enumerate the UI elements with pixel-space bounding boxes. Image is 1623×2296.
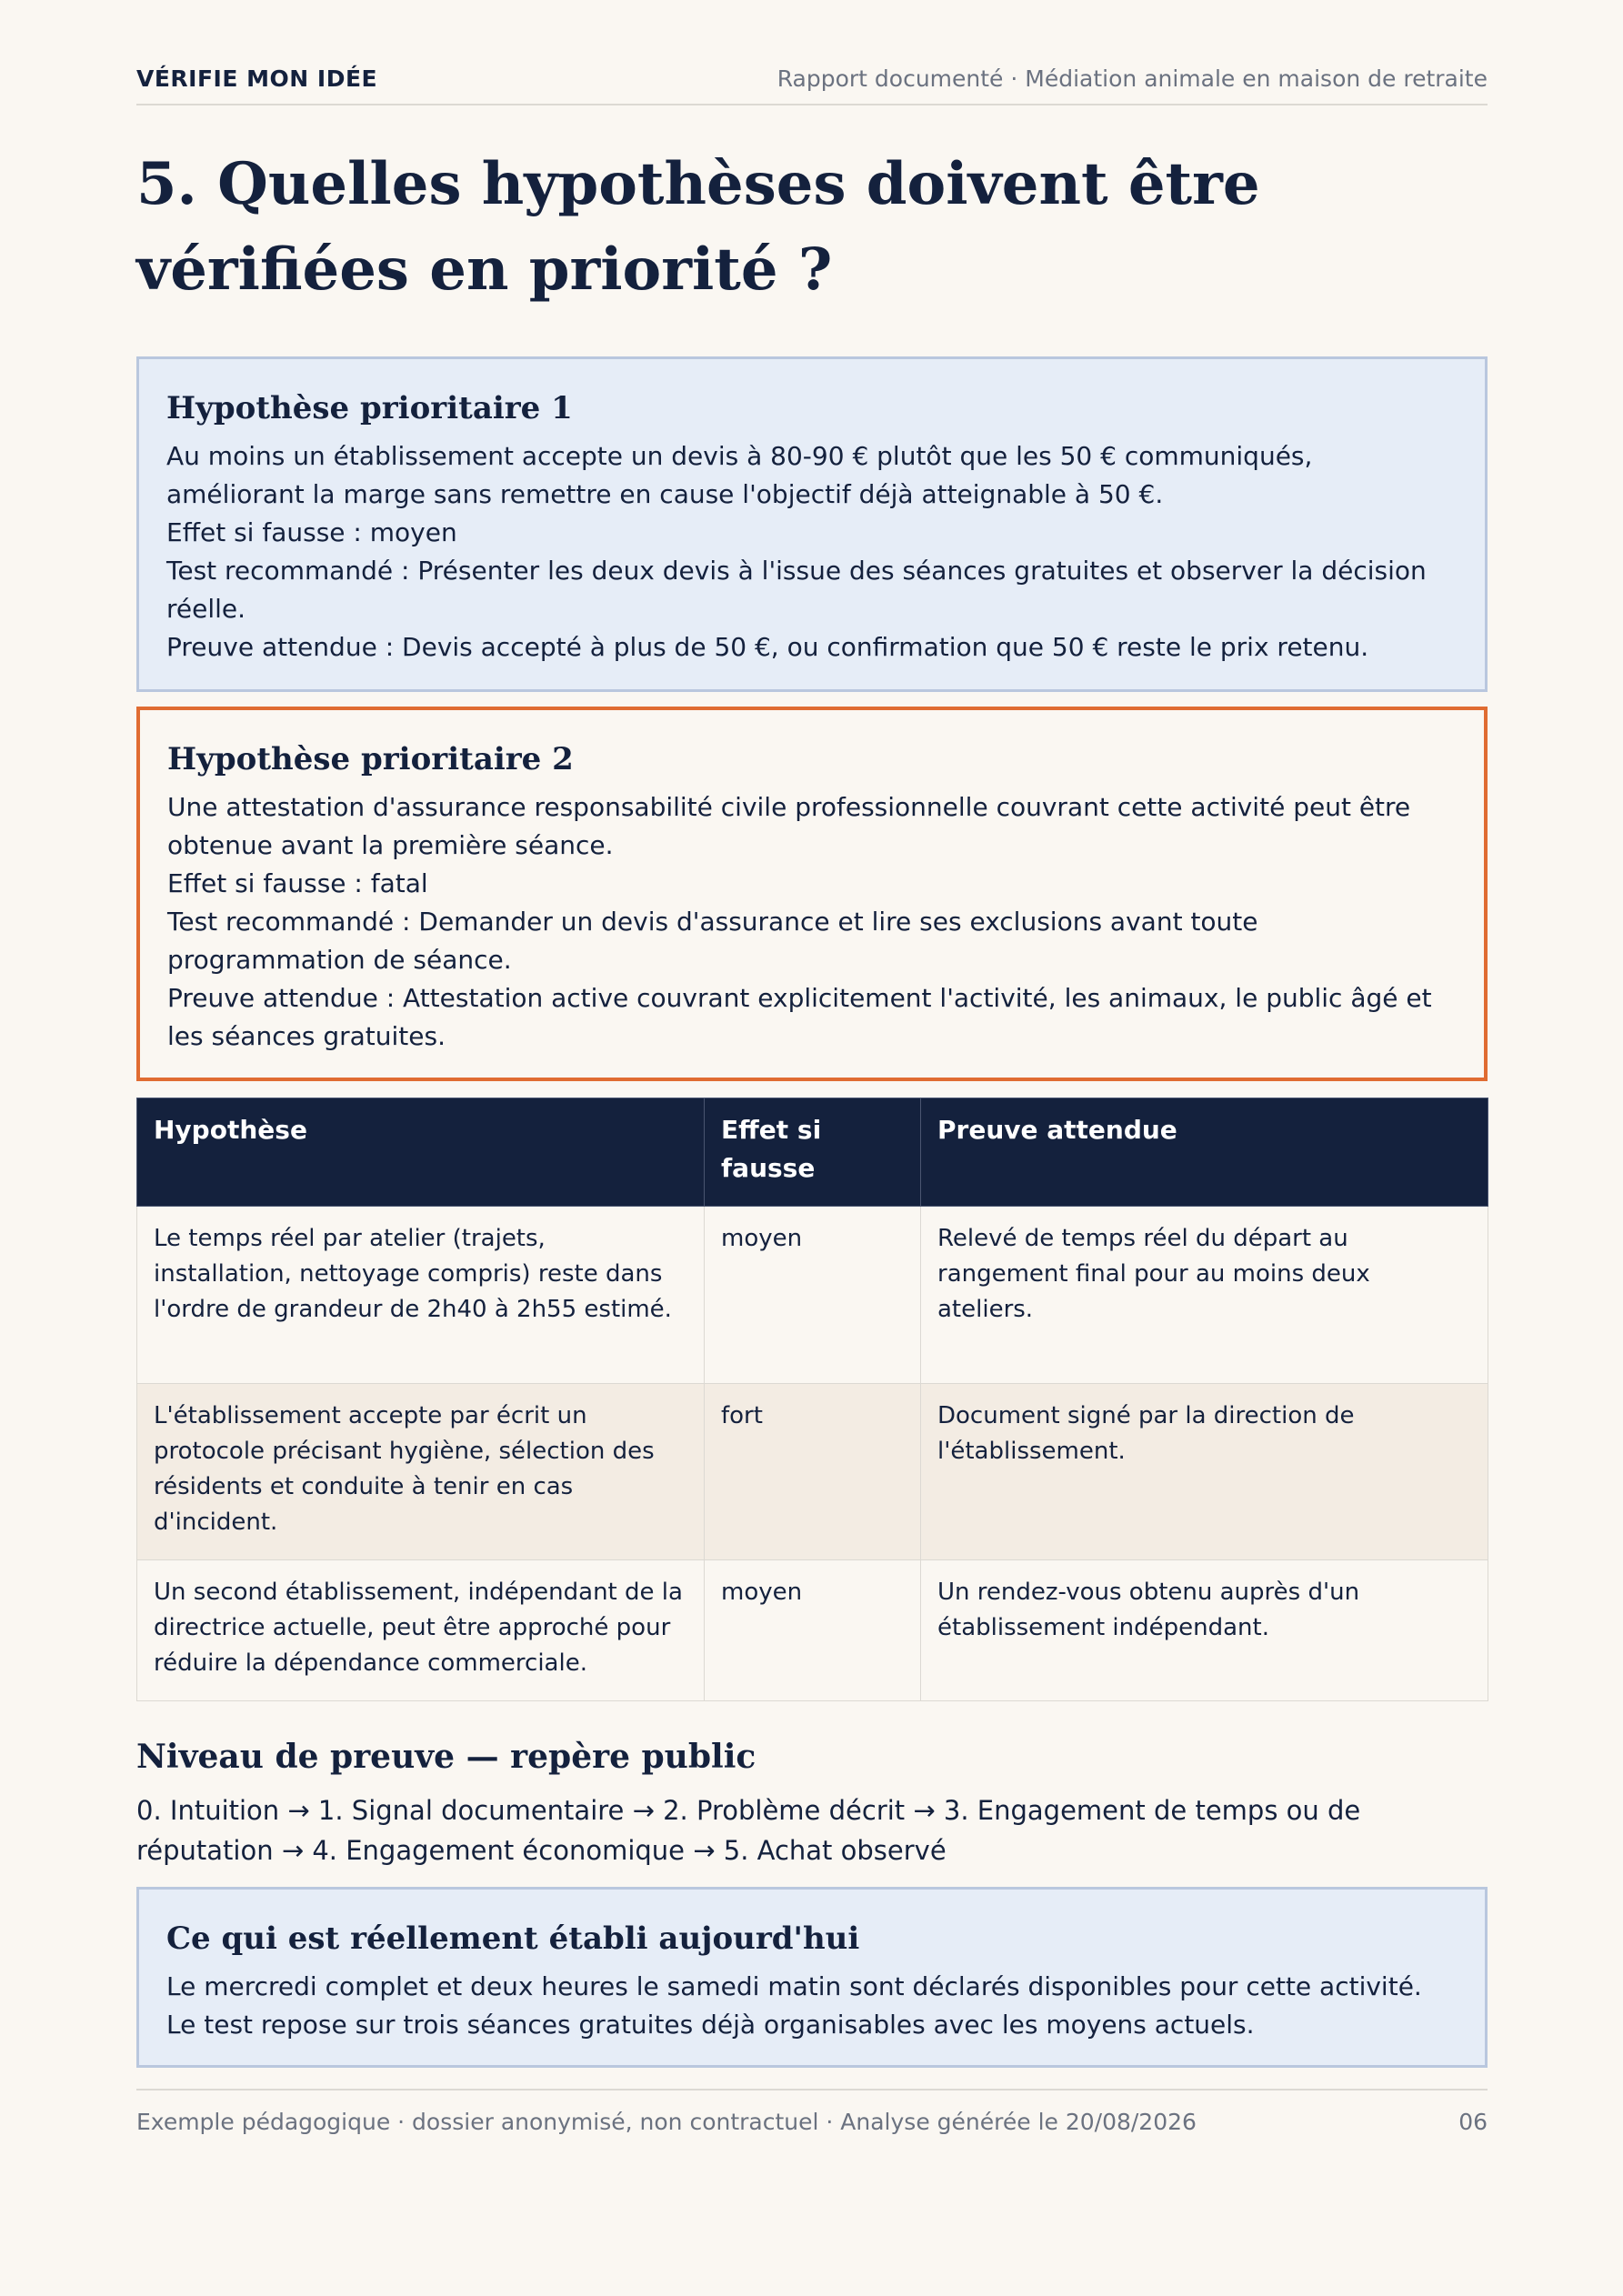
- table-cell-effect: moyen: [705, 1207, 921, 1384]
- priority-hypothesis-1-card: [136, 356, 1488, 692]
- hypothesis-1-effect: Effet si fausse : moyen: [166, 517, 457, 547]
- hypothesis-1-heading: Hypothèse prioritaire 1: [166, 390, 573, 426]
- table-header-row: [137, 1098, 1488, 1207]
- table-cell-proof: Un rendez-vous obtenu auprès d'un établissement indépendant.: [921, 1560, 1488, 1701]
- hypothesis-2-statement: Une attestation d'assurance responsabilité civile professionnelle couvrant cette activité peut être obtenue avant la première séance.: [167, 792, 1411, 860]
- established-line-1: Le mercredi complet et deux heures le samedi matin sont déclarés disponibles pour cette activité.: [166, 1971, 1422, 2001]
- hypothesis-2-effect: Effet si fausse : fatal: [167, 868, 428, 898]
- hypothesis-2-proof: Preuve attendue : Attestation active couvrant explicitement l'activité, les animaux, le public âgé et les séances gratuites.: [167, 983, 1432, 1051]
- report-page: [136, 0, 1488, 2135]
- table-cell-hypothesis: L'établissement accepte par écrit un protocole précisant hygiène, sélection des résidents et conduite à tenir en cas d'incident.: [137, 1384, 705, 1560]
- hypothesis-2-test: Test recommandé : Demander un devis d'assurance et lire ses exclusions avant toute programmation de séance.: [167, 907, 1258, 975]
- column-header-effect: Effet si fausse: [705, 1098, 921, 1207]
- column-header-hypothesis: Hypothèse: [137, 1098, 705, 1207]
- established-facts-card: [136, 1887, 1488, 2068]
- page-number: 06: [1458, 2109, 1488, 2135]
- established-line-2: Le test repose sur trois séances gratuites déjà organisables avec les moyens actuels.: [166, 2010, 1255, 2040]
- column-header-proof: Preuve attendue: [921, 1098, 1488, 1207]
- evidence-level-scale: 0. Intuition → 1. Signal documentaire → 2. Problème décrit → 3. Engagement de temps ou de réputation → 4. Engagement économique → 5. Achat observé: [136, 1795, 1361, 1866]
- page-footer: [136, 2089, 1488, 2135]
- table-row: [137, 1384, 1488, 1560]
- hypothesis-2-heading: Hypothèse prioritaire 2: [167, 741, 574, 777]
- table-row: [137, 1207, 1488, 1384]
- evidence-level-heading: Niveau de preuve — repère public: [136, 1738, 756, 1776]
- hypotheses-table: [136, 1098, 1488, 1701]
- table-cell-hypothesis: Le temps réel par atelier (trajets, installation, nettoyage compris) reste dans l'ordre de grandeur de 2h40 à 2h55 estimé.: [137, 1207, 705, 1384]
- hypothesis-1-test: Test recommandé : Présenter les deux devis à l'issue des séances gratuites et observer la décision réelle.: [166, 556, 1427, 624]
- table-cell-effect: moyen: [705, 1560, 921, 1701]
- hypothesis-1-statement: Au moins un établissement accepte un devis à 80-90 € plutôt que les 50 € communiqués, améliorant la marge sans remettre en cause l'objectif déjà atteignable à 50 €.: [166, 441, 1313, 509]
- page-header: [136, 0, 1488, 105]
- report-subtitle: Rapport documenté · Médiation animale en maison de retraite: [776, 65, 1488, 92]
- priority-hypothesis-2-card: [136, 707, 1488, 1081]
- table-row: [137, 1560, 1488, 1701]
- table-cell-proof: Document signé par la direction de l'établissement.: [921, 1384, 1488, 1560]
- hypothesis-1-proof: Preuve attendue : Devis accepté à plus de 50 €, ou confirmation que 50 € reste le prix retenu.: [166, 632, 1369, 662]
- table-cell-proof: Relevé de temps réel du départ au rangement final pour au moins deux ateliers.: [921, 1207, 1488, 1384]
- table-cell-effect: fort: [705, 1384, 921, 1560]
- brand-name: VÉRIFIE MON IDÉE: [136, 65, 378, 92]
- table-cell-hypothesis: Un second établissement, indépendant de la directrice actuelle, peut être approché pour réduire la dépendance commerciale.: [137, 1560, 705, 1701]
- section-title: 5. Quelles hypothèses doivent être vérifiées en priorité ?: [136, 150, 1260, 304]
- established-heading: Ce qui est réellement établi aujourd'hui: [166, 1920, 860, 1957]
- footer-disclaimer: Exemple pédagogique · dossier anonymisé, non contractuel · Analyse générée le 20/08/2026: [136, 2109, 1197, 2135]
